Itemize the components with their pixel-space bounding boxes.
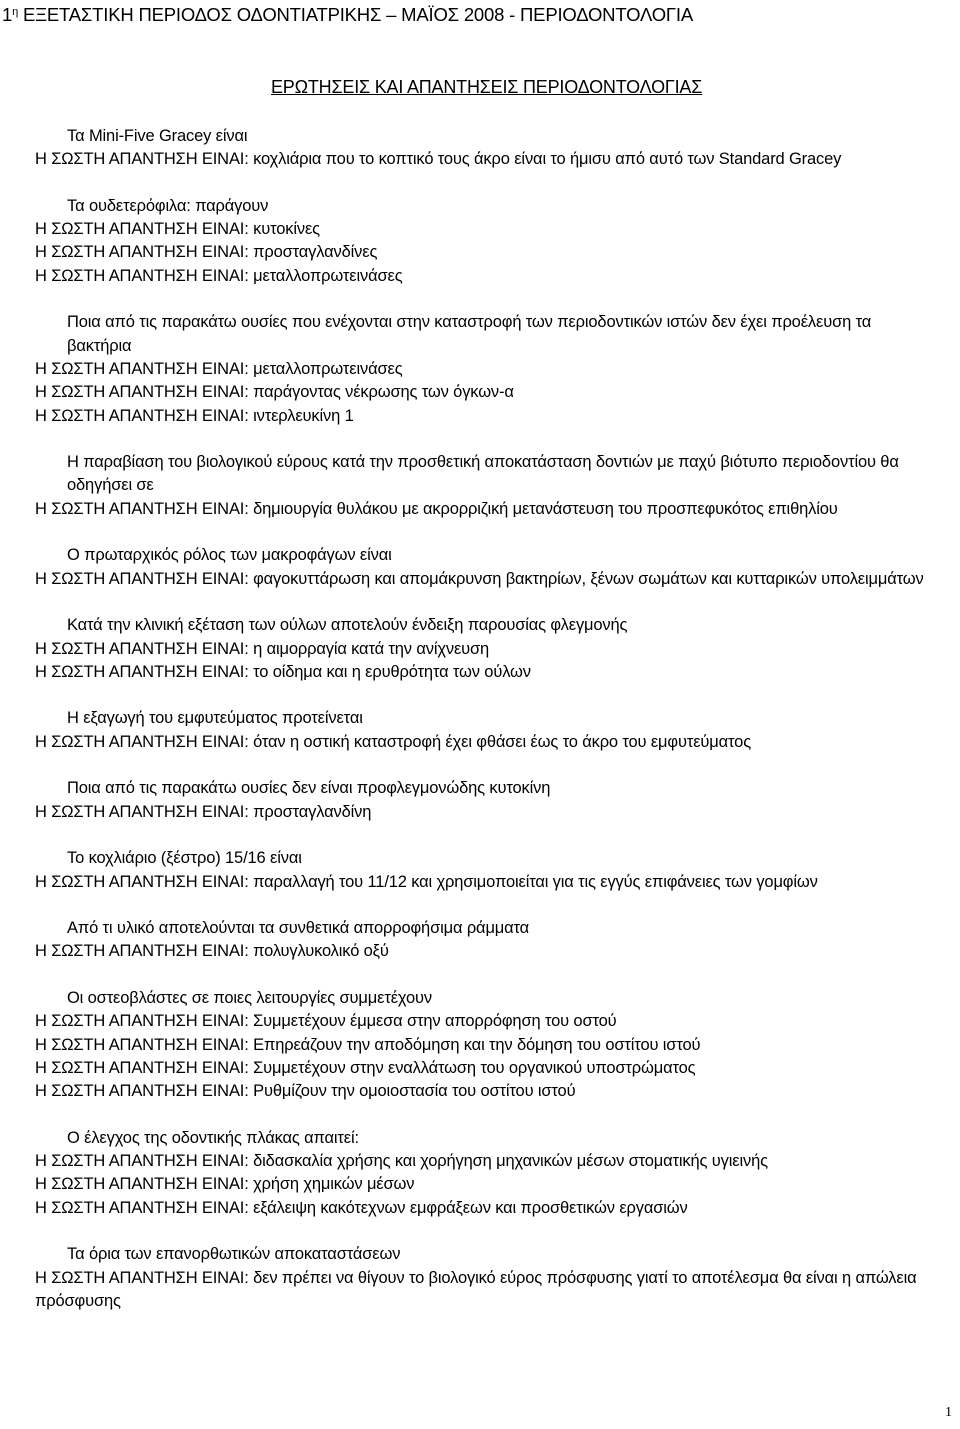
answer-text: Η ΣΩΣΤΗ ΑΠΑΝΤΗΣΗ ΕΙΝΑΙ: χρήση χημικών μέσων bbox=[35, 1175, 415, 1194]
header-ordinal-suffix: η bbox=[12, 6, 19, 18]
question-text: Η παραβίαση του βιολογικού εύρους κατά την προσθετική αποκατάσταση δοντιών με παχύ βιότυπο περιοδοντίου θα οδηγήσει σε bbox=[67, 453, 899, 495]
qa-block bbox=[35, 125, 930, 172]
qa-block bbox=[35, 195, 930, 288]
question-text: Το κοχλιάριο (ξέστρο) 15/16 είναι bbox=[67, 849, 302, 868]
qa-block bbox=[35, 987, 930, 1103]
question-text: Ο πρωταρχικός ρόλος των μακροφάγων είναι bbox=[67, 546, 392, 565]
answer-text: Η ΣΩΣΤΗ ΑΠΑΝΤΗΣΗ ΕΙΝΑΙ: κοχλιάρια που το κοπτικό τους άκρο είναι το ήμισυ από αυτό των Standard Gracey bbox=[35, 150, 842, 169]
answer-text: Η ΣΩΣΤΗ ΑΠΑΝΤΗΣΗ ΕΙΝΑΙ: παράγοντας νέκρωσης των όγκων-α bbox=[35, 383, 514, 402]
answer-text: Η ΣΩΣΤΗ ΑΠΑΝΤΗΣΗ ΕΙΝΑΙ: προσταγλανδίνη bbox=[35, 802, 372, 821]
question-text: Ποια από τις παρακάτω ουσίες δεν είναι προφλεγμονώδης κυτοκίνη bbox=[67, 779, 551, 798]
answer-text: Η ΣΩΣΤΗ ΑΠΑΝΤΗΣΗ ΕΙΝΑΙ: Συμμετέχουν έμμεσα στην απορρόφηση του οστού bbox=[35, 1012, 617, 1031]
answer-text: Η ΣΩΣΤΗ ΑΠΑΝΤΗΣΗ ΕΙΝΑΙ: Συμμετέχουν στην εναλλάτωση του οργανικού υποστρώματος bbox=[35, 1058, 696, 1077]
answer-text: Η ΣΩΣΤΗ ΑΠΑΝΤΗΣΗ ΕΙΝΑΙ: δεν πρέπει να θίγουν το βιολογικό εύρος πρόσφυσης γιατί το αποτέλεσμα θα είναι η απώλεια πρόσφυσης bbox=[35, 1268, 917, 1310]
question-text: Τα όρια των επανορθωτικών αποκαταστάσεων bbox=[67, 1245, 401, 1264]
answer-text: Η ΣΩΣΤΗ ΑΠΑΝΤΗΣΗ ΕΙΝΑΙ: εξάλειψη κακότεχνων εμφράξεων και προσθετικών εργασιών bbox=[35, 1198, 688, 1217]
question-text: Ο έλεγχος της οδοντικής πλάκας απαιτεί: bbox=[67, 1128, 359, 1147]
header-ordinal-number: 1 bbox=[2, 4, 13, 25]
question-text: Η εξαγωγή του εμφυτεύματος προτείνεται bbox=[67, 709, 363, 728]
qa-block bbox=[35, 451, 930, 521]
qa-block bbox=[35, 917, 930, 964]
qa-block bbox=[35, 707, 930, 754]
answer-text: Η ΣΩΣΤΗ ΑΠΑΝΤΗΣΗ ΕΙΝΑΙ: δημιουργία θυλάκου με ακρορριζική μετανάστευση του προσπεφυκότος επιθηλίου bbox=[35, 499, 838, 518]
answer-text: Η ΣΩΣΤΗ ΑΠΑΝΤΗΣΗ ΕΙΝΑΙ: το οίδημα και η ερυθρότητα των ούλων bbox=[35, 662, 531, 681]
answer-text: Η ΣΩΣΤΗ ΑΠΑΝΤΗΣΗ ΕΙΝΑΙ: διδασκαλία χρήσης και χορήγηση μηχανικών μέσων στοματικής υγιεινής bbox=[35, 1152, 768, 1171]
answer-text: Η ΣΩΣΤΗ ΑΠΑΝΤΗΣΗ ΕΙΝΑΙ: πολυγλυκολικό οξύ bbox=[35, 942, 389, 961]
qa-block bbox=[35, 777, 930, 824]
document-title: ΕΡΩΤΗΣΕΙΣ ΚΑΙ ΑΠΑΝΤΗΣΕΙΣ ΠΕΡΙΟΔΟΝΤΟΛΟΓΙΑΣ bbox=[271, 77, 703, 97]
page-number: 1 bbox=[945, 1405, 952, 1420]
qa-block bbox=[35, 614, 930, 684]
question-text: Κατά την κλινική εξέταση των ούλων αποτελούν ένδειξη παρουσίας φλεγμονής bbox=[67, 616, 628, 635]
page-header bbox=[2, 4, 693, 26]
question-text: Από τι υλικό αποτελούνται τα συνθετικά απορροφήσιμα ράμματα bbox=[67, 919, 530, 938]
question-text: Ποια από τις παρακάτω ουσίες που ενέχονται στην καταστροφή των περιοδοντικών ιστών δεν έχει προέλευση τα βακτήρια bbox=[67, 313, 872, 355]
answer-text: Η ΣΩΣΤΗ ΑΠΑΝΤΗΣΗ ΕΙΝΑΙ: κυτοκίνες bbox=[35, 220, 320, 239]
answer-text: Η ΣΩΣΤΗ ΑΠΑΝΤΗΣΗ ΕΙΝΑΙ: ιντερλευκίνη 1 bbox=[35, 406, 354, 425]
answer-text: Η ΣΩΣΤΗ ΑΠΑΝΤΗΣΗ ΕΙΝΑΙ: μεταλλοπρωτεινάσες bbox=[35, 359, 403, 378]
answer-text: Η ΣΩΣΤΗ ΑΠΑΝΤΗΣΗ ΕΙΝΑΙ: μεταλλοπρωτεινάσες bbox=[35, 266, 403, 285]
header-text: ΕΞΕΤΑΣΤΙΚΗ ΠΕΡΙΟΔΟΣ ΟΔΟΝΤΙΑΤΡΙΚΗΣ – ΜΑΪΟΣ 2008 - ΠΕΡΙΟΔΟΝΤΟΛΟΓΙΑ bbox=[18, 4, 693, 25]
answer-text: Η ΣΩΣΤΗ ΑΠΑΝΤΗΣΗ ΕΙΝΑΙ: παραλλαγή του 11/12 και χρησιμοποιείται για τις εγγύς επιφάνειες των γομφίων bbox=[35, 872, 818, 891]
question-text: Τα Mini-Five Gracey είναι bbox=[67, 127, 248, 145]
qa-block bbox=[35, 847, 930, 894]
question-text: Τα ουδετερόφιλα: παράγουν bbox=[67, 196, 269, 215]
answer-text: Η ΣΩΣΤΗ ΑΠΑΝΤΗΣΗ ΕΙΝΑΙ: η αιμορραγία κατά την ανίχνευση bbox=[35, 639, 490, 658]
answer-text: Η ΣΩΣΤΗ ΑΠΑΝΤΗΣΗ ΕΙΝΑΙ: όταν η οστική καταστροφή έχει φθάσει έως το άκρο του εμφυτεύματος bbox=[35, 732, 751, 751]
answer-text: Η ΣΩΣΤΗ ΑΠΑΝΤΗΣΗ ΕΙΝΑΙ: Ρυθμίζουν την ομοιοστασία του οστίτου ιστού bbox=[35, 1082, 576, 1101]
answer-text: Η ΣΩΣΤΗ ΑΠΑΝΤΗΣΗ ΕΙΝΑΙ: προσταγλανδίνες bbox=[35, 243, 378, 262]
question-text: Οι οστεοβλάστες σε ποιες λειτουργίες συμμετέχουν bbox=[67, 988, 432, 1007]
qa-block bbox=[35, 1127, 930, 1220]
answer-text: Η ΣΩΣΤΗ ΑΠΑΝΤΗΣΗ ΕΙΝΑΙ: Επηρεάζουν την αποδόμηση και την δόμηση του οστίτου ιστού bbox=[35, 1035, 701, 1054]
qa-list bbox=[35, 125, 930, 1336]
qa-block bbox=[35, 1243, 930, 1313]
answer-text: Η ΣΩΣΤΗ ΑΠΑΝΤΗΣΗ ΕΙΝΑΙ: φαγοκυττάρωση και απομάκρυνση βακτηρίων, ξένων σωμάτων και κυτταρικών υπολειμμάτων bbox=[35, 569, 924, 588]
qa-block bbox=[35, 544, 930, 591]
qa-block bbox=[35, 311, 930, 427]
